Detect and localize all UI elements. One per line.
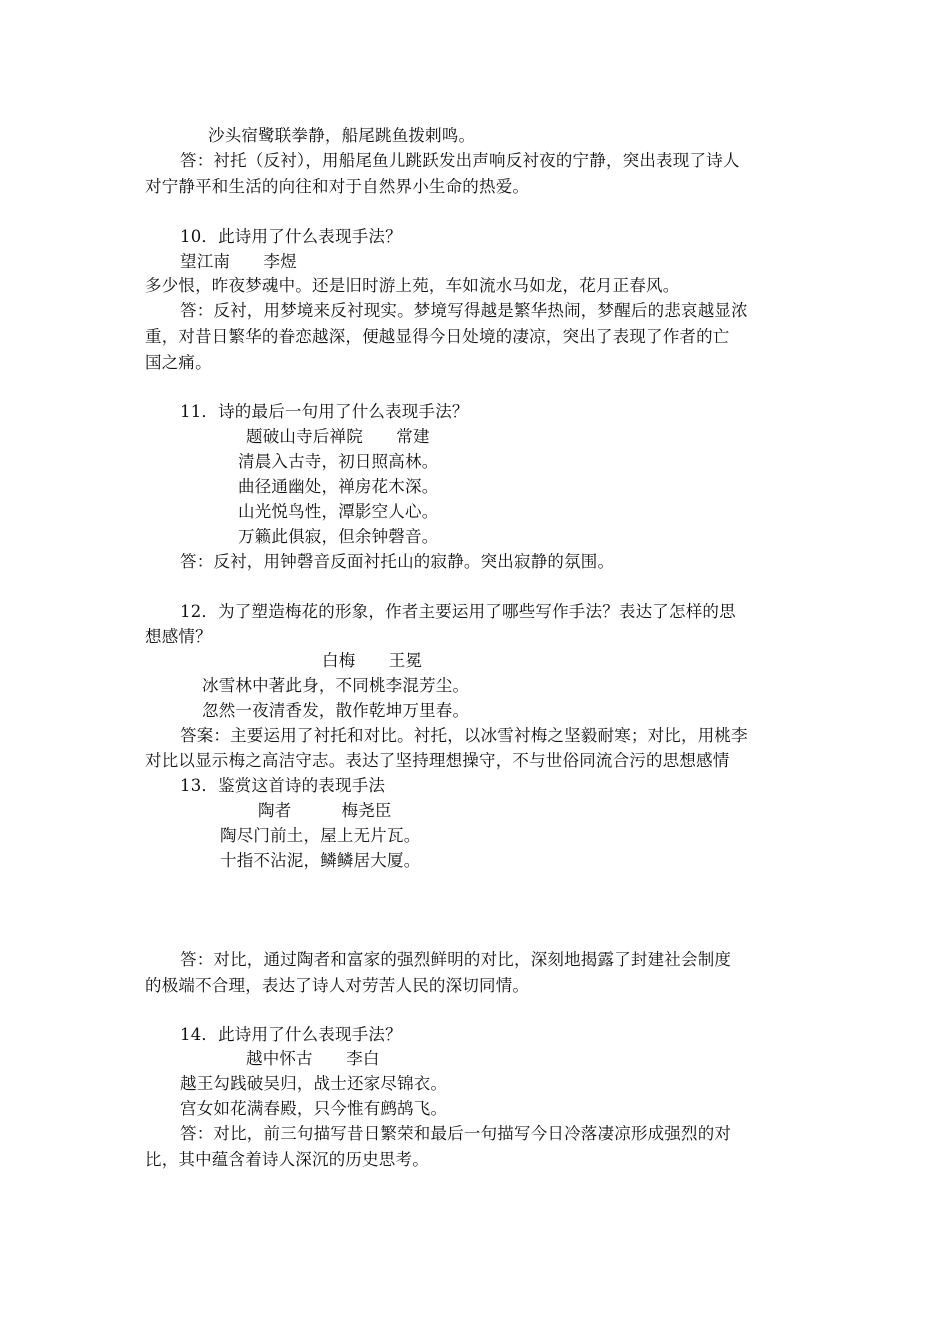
poem-title: 题破山寺后禅院 常建 bbox=[246, 427, 430, 446]
answer-text: 答：对比，通过陶者和富家的强烈鲜明的对比，深刻地揭露了封建社会制度 bbox=[180, 950, 732, 969]
answer-text: 的极端不合理，表达了诗人对劳苦人民的深切同情。 bbox=[145, 976, 530, 995]
answer-text: 对宁静平和生活的向往和对于自然界小生命的热爱。 bbox=[145, 177, 530, 196]
poem-line: 山光悦鸟性，潭影空人心。 bbox=[238, 502, 439, 521]
poem-line: 越王勾践破吴归，战士还家尽锦衣。 bbox=[180, 1074, 448, 1093]
poem-line: 十指不沾泥，鳞鳞居大厦。 bbox=[220, 851, 421, 870]
question-title: 10．此诗用了什么表现手法？ bbox=[180, 227, 402, 246]
question-title: 13．鉴赏这首诗的表现手法 bbox=[180, 776, 386, 795]
answer-text: 对比以显示梅之高洁守志。表达了坚持理想操守，不与世俗同流合污的思想感情 bbox=[145, 751, 730, 770]
poem-line: 冰雪林中著此身，不同桃李混芳尘。 bbox=[202, 676, 470, 695]
poem-line: 陶尽门前土，屋上无片瓦。 bbox=[220, 826, 421, 845]
poem-title: 白梅 王冕 bbox=[322, 651, 423, 670]
question-title: 14．此诗用了什么表现手法？ bbox=[180, 1025, 402, 1044]
answer-text: 答：反衬，用钟磬音反面衬托山的寂静。突出寂静的氛围。 bbox=[180, 552, 615, 571]
question-title: 想感情？ bbox=[145, 627, 212, 646]
poem-line: 清晨入古寺，初日照高林。 bbox=[238, 452, 439, 471]
answer-text: 答：反衬，用梦境来反衬现实。梦境写得越是繁华热闹，梦醒后的悲哀越显浓 bbox=[180, 301, 748, 320]
poem-line: 多少恨，昨夜梦魂中。还是旧时游上苑，车如流水马如龙，花月正春风。 bbox=[145, 276, 680, 295]
answer-text: 答：衬托（反衬），用船尾鱼儿跳跃发出声响反衬夜的宁静，突出表现了诗人 bbox=[180, 151, 740, 170]
poem-line: 忽然一夜清香发，散作乾坤万里春。 bbox=[202, 701, 470, 720]
answer-text: 比，其中蕴含着诗人深沉的历史思考。 bbox=[145, 1150, 429, 1169]
poem-title: 望江南 李煜 bbox=[180, 252, 297, 271]
poem-line: 沙头宿鹭联拳静，船尾跳鱼拨剌鸣。 bbox=[208, 126, 476, 145]
question-title: 12．为了塑造梅花的形象，作者主要运用了哪些写作手法？表达了怎样的思 bbox=[180, 602, 736, 621]
poem-title: 越中怀古 李白 bbox=[246, 1049, 380, 1068]
poem-line: 宫女如花满春殿，只今惟有鹧鸪飞。 bbox=[180, 1099, 448, 1118]
poem-line: 曲径通幽处，禅房花木深。 bbox=[238, 477, 439, 496]
answer-text: 国之痛。 bbox=[145, 353, 212, 372]
answer-text: 重，对昔日繁华的眷恋越深，便越显得今日处境的凄凉，突出了表现了作者的亡 bbox=[145, 327, 730, 346]
answer-text: 答：对比，前三句描写昔日繁荣和最后一句描写今日冷落凄凉形成强烈的对 bbox=[180, 1124, 732, 1143]
poem-line: 万籁此俱寂，但余钟磬音。 bbox=[238, 527, 439, 546]
answer-text: 答案：主要运用了衬托和对比。衬托，以冰雪衬梅之坚毅耐寒；对比，用桃李 bbox=[180, 726, 748, 745]
question-title: 11．诗的最后一句用了什么表现手法？ bbox=[180, 402, 469, 421]
poem-title: 陶者 梅尧臣 bbox=[258, 801, 392, 820]
